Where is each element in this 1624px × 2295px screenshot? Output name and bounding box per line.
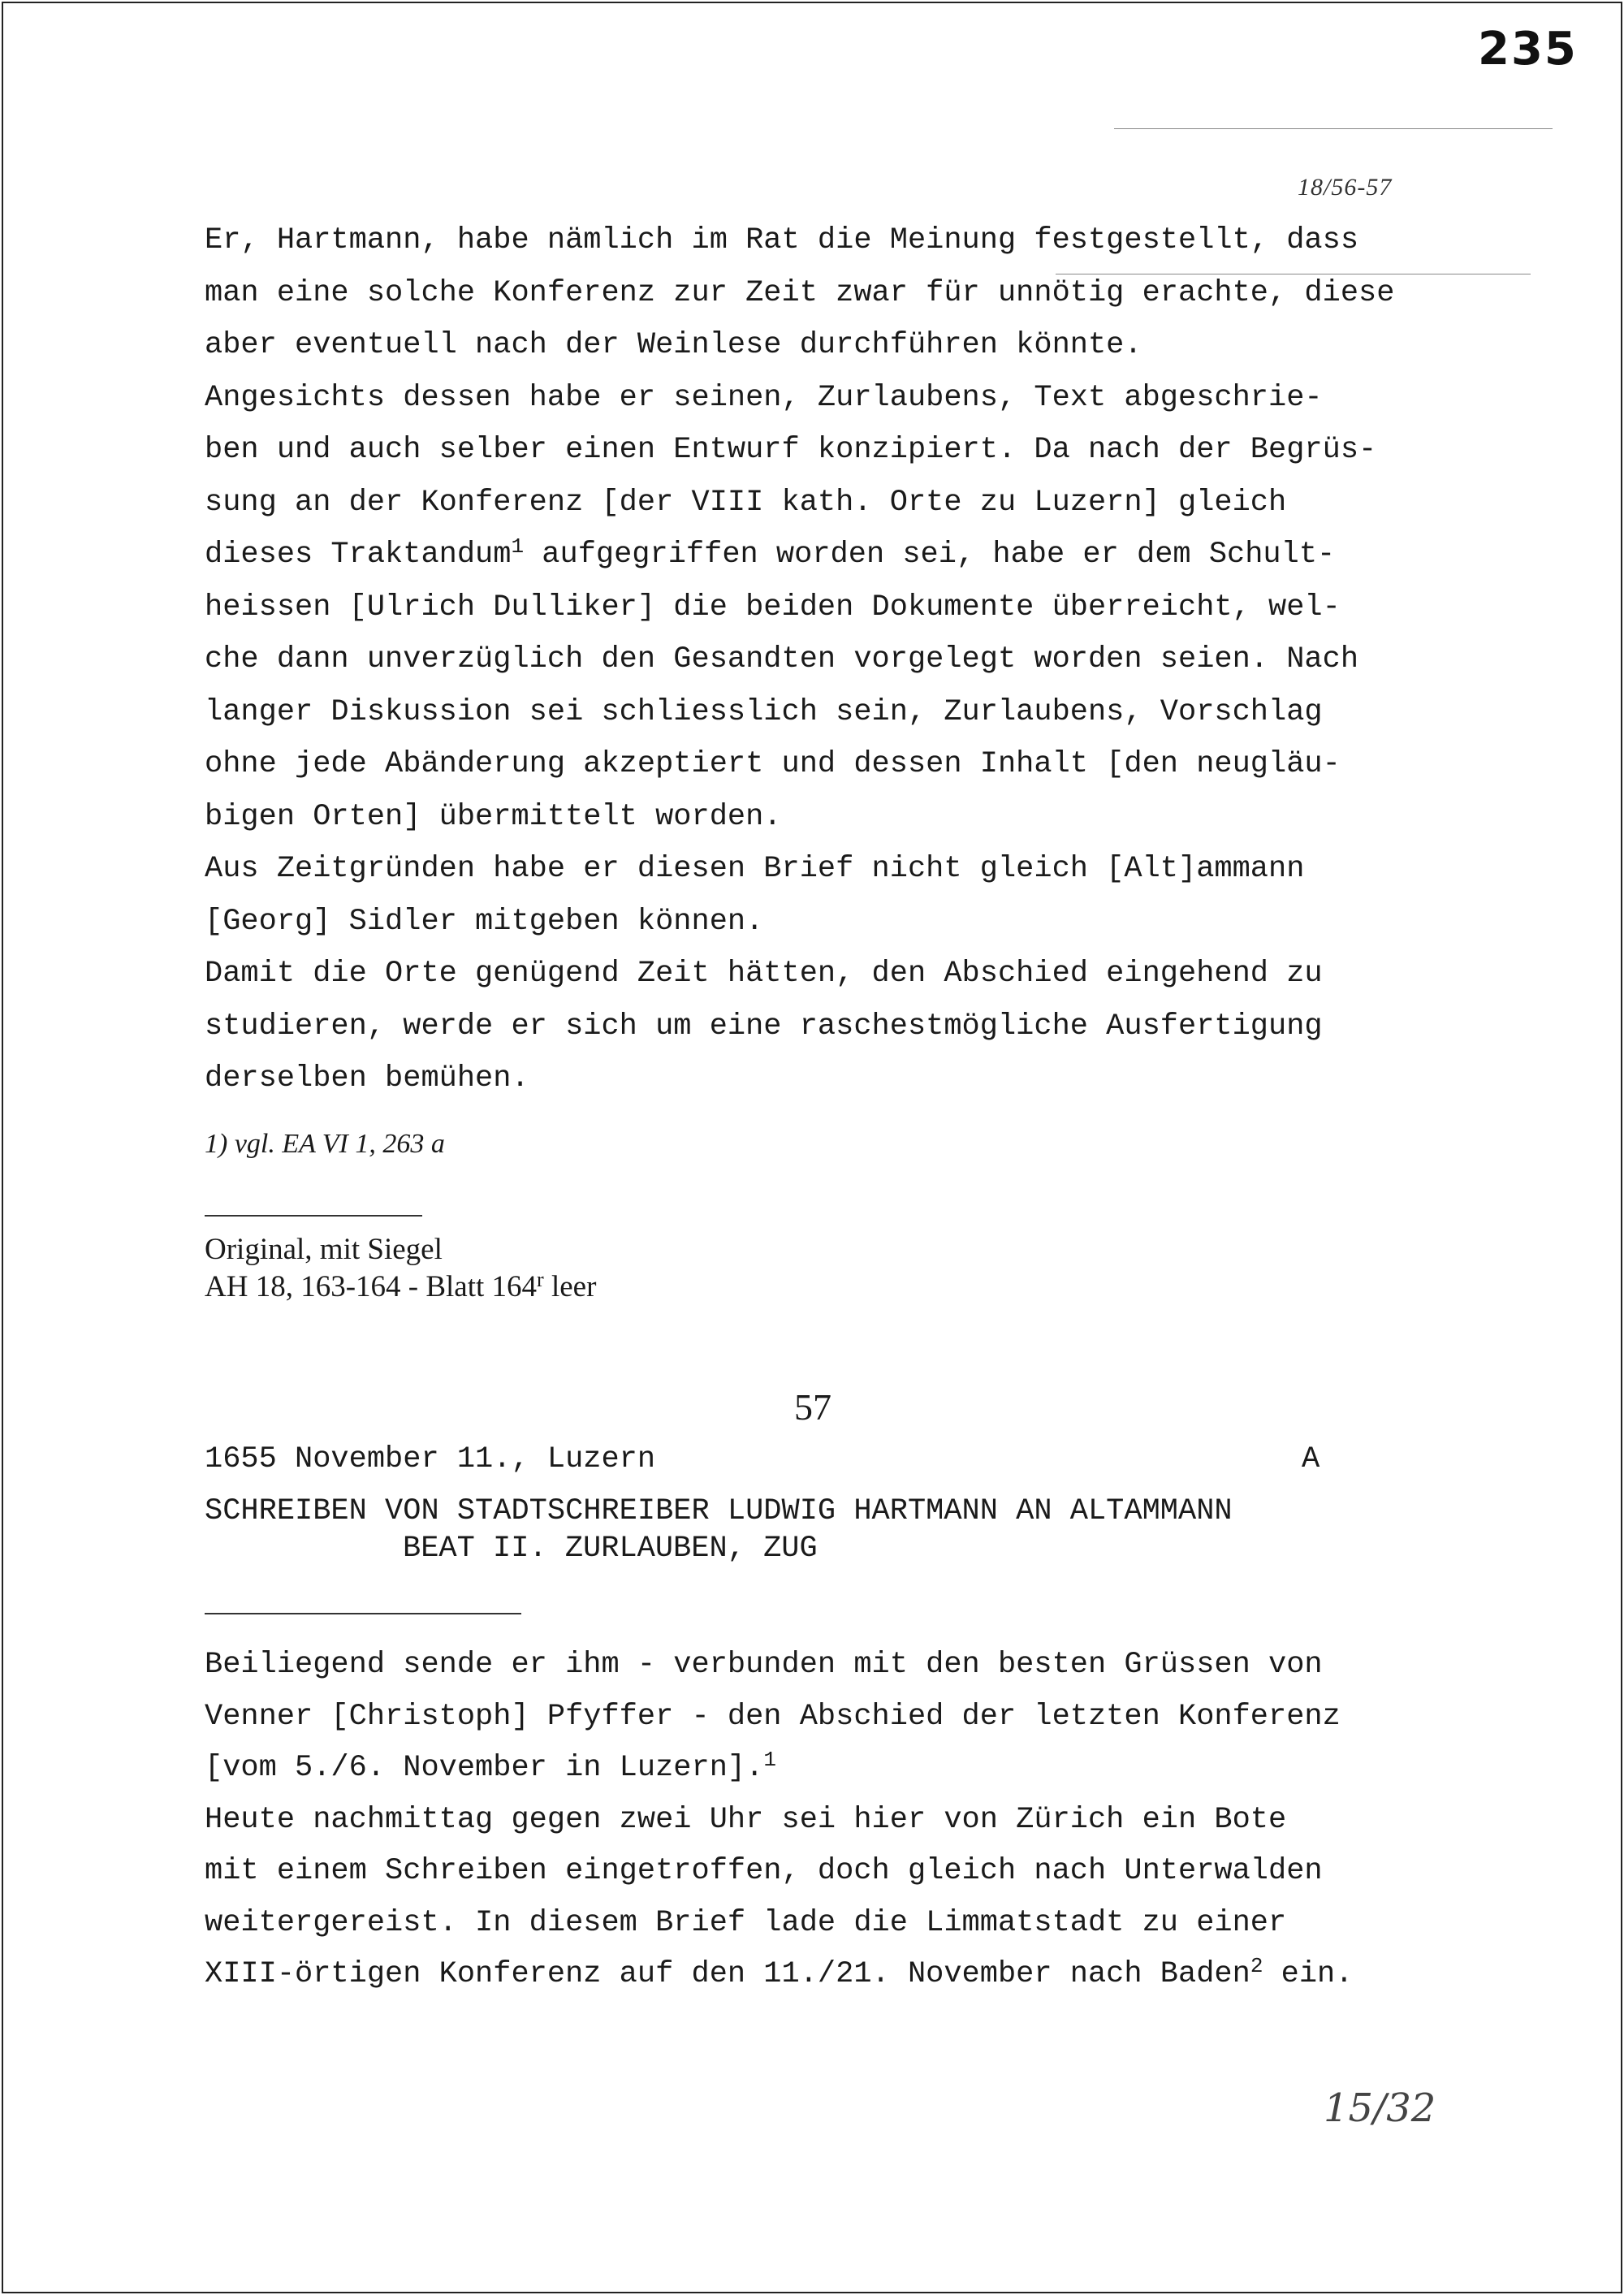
- text-line: Heute nachmittag gegen zwei Uhr sei hier von Zürich ein Bote: [205, 1802, 1287, 1837]
- text-line: langer Diskussion sei schliesslich sein, Zurlaubens, Vorschlag: [205, 694, 1323, 729]
- text-line: Venner [Christoph] Pfyffer - den Abschied der letzten Konferenz: [205, 1699, 1341, 1734]
- text-line: Beiliegend sende er ihm - verbunden mit den besten Grüssen von: [205, 1648, 1323, 1682]
- category-letter: A: [1302, 1442, 1320, 1476]
- source-note: [205, 1231, 596, 1306]
- text-segment: [vom 5./6. November in Luzern].: [205, 1751, 764, 1785]
- text-line: ben und auch selber einen Entwurf konzipiert. Da nach der Begrüs-: [205, 433, 1377, 467]
- footnote: 1) vgl. EA VI 1, 263 a: [205, 1129, 445, 1159]
- text-line-with-footnote: [205, 1949, 1353, 2001]
- text-line: man eine solche Konferenz zur Zeit zwar für unnötig erachte, diese: [205, 275, 1395, 310]
- title-rule: [205, 1613, 521, 1614]
- handwritten-mark: 15/32: [1324, 2085, 1436, 2131]
- header-rule: [1114, 128, 1553, 129]
- text-line: [Georg] Sidler mitgeben können.: [205, 904, 764, 939]
- text-segment: ein.: [1263, 1957, 1354, 1991]
- superscript: r: [537, 1268, 544, 1291]
- text-line: ohne jede Abänderung akzeptiert und dessen Inhalt [den neugläu-: [205, 747, 1341, 781]
- text-segment: dieses Traktandum: [205, 538, 512, 572]
- text-line: Angesichts dessen habe er seinen, Zurlaubens, Text abgeschrie-: [205, 380, 1323, 415]
- text-line-with-footnote: [205, 529, 1394, 581]
- footnote-marker: 1: [763, 1748, 776, 1772]
- document-number: 57: [794, 1386, 831, 1428]
- text-line: derselben bemühen.: [205, 1061, 529, 1096]
- document-title-line: SCHREIBEN VON STADTSCHREIBER LUDWIG HARTMANN AN ALTAMMANN: [205, 1494, 1233, 1528]
- text-line: che dann unverzüglich den Gesandten vorgelegt worden seien. Nach: [205, 642, 1359, 676]
- text-line: Aus Zeitgründen habe er diesen Brief nicht gleich [Alt]ammann: [205, 852, 1305, 886]
- date-place: 1655 November 11., Luzern: [205, 1442, 656, 1476]
- source-rule: [205, 1215, 422, 1217]
- doc57-body: [205, 1640, 1353, 2001]
- text-line: Er, Hartmann, habe nämlich im Rat die Meinung festgestellt, dass: [205, 223, 1359, 257]
- text-line: aber eventuell nach der Weinlese durchführen könnte.: [205, 328, 1142, 362]
- footnote-marker: 1: [511, 534, 525, 559]
- text-line: heissen [Ulrich Dulliker] die beiden Dokumente überreicht, wel-: [205, 590, 1341, 625]
- page-number-stamp: 235: [1478, 23, 1578, 76]
- text-segment: aufgegriffen worden sei, habe er dem Schult-: [524, 538, 1336, 572]
- text-line: mit einem Schreiben eingetroffen, doch gleich nach Unterwalden: [205, 1854, 1323, 1888]
- text-line: bigen Orten] übermittelt worden.: [205, 799, 782, 834]
- text-segment: leer: [543, 1270, 597, 1303]
- text-line: studieren, werde er sich um eine raschestmögliche Ausfertigung: [205, 1009, 1323, 1044]
- text-line: Damit die Orte genügend Zeit hätten, den Abschied eingehend zu: [205, 957, 1323, 991]
- footnote-marker: 2: [1250, 1954, 1263, 1978]
- source-line: [205, 1269, 596, 1306]
- text-segment: AH 18, 163-164 - Blatt 164: [205, 1270, 538, 1303]
- text-line: sung an der Konferenz [der VIII kath. Orte zu Luzern] gleich: [205, 485, 1287, 520]
- source-line: Original, mit Siegel: [205, 1233, 443, 1266]
- text-line-with-footnote: [205, 1743, 1353, 1795]
- text-line: weitergereist. In diesem Brief lade die Limmatstadt zu einer: [205, 1905, 1287, 1940]
- document-title-line: BEAT II. ZURLAUBEN, ZUG: [403, 1532, 818, 1566]
- doc56-body: [205, 214, 1394, 1105]
- text-segment: XIII-örtigen Konferenz auf den 11./21. November nach Baden: [205, 1957, 1250, 1991]
- archive-reference: 18/56-57: [1298, 174, 1393, 201]
